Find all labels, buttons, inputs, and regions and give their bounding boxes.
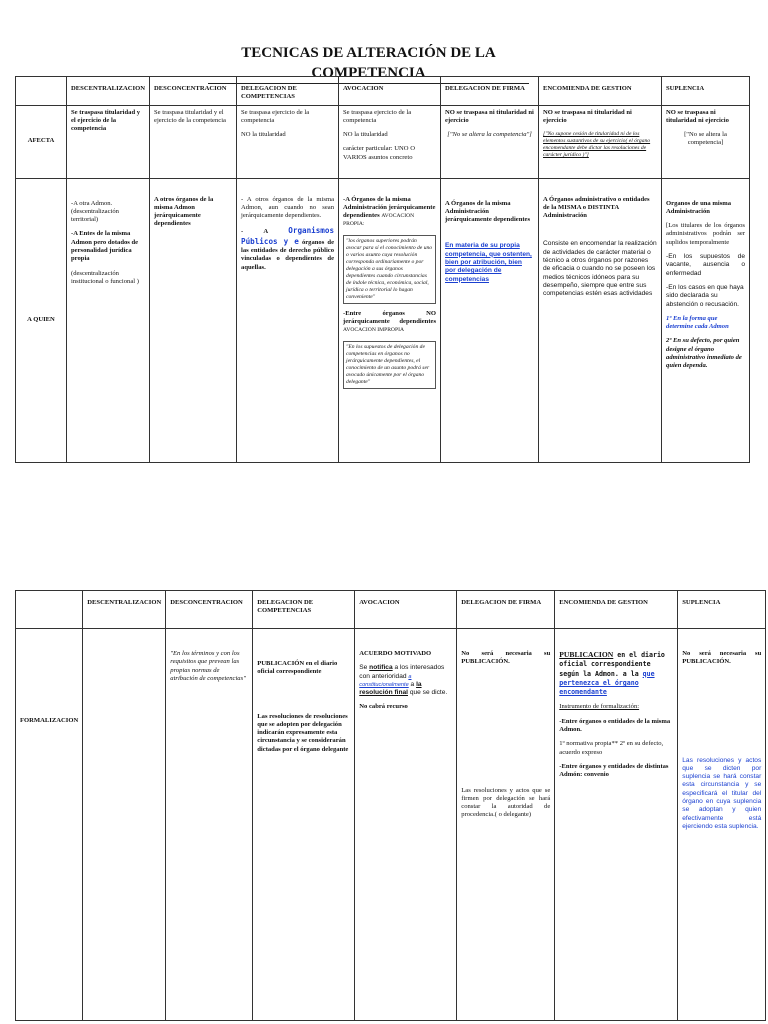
text [359,664,452,697]
text: ["No se altera la competencia] [684,131,727,147]
header-descentralizacion: DESCENTRALIZACION [83,591,166,629]
text: la resolución final [359,680,422,697]
header-suplencia: SUPLENCIA [678,591,766,629]
text: NO se traspasa ni titularidad ni ejercicio [666,108,729,124]
competence-table-part-1 [15,76,750,463]
cell-formalizacion-desconcentracion [166,629,253,1021]
text: NO la titularidad [241,131,286,139]
header-descentralizacion: DESCENTRALIZACION [67,77,150,106]
header-avocacion: AVOCACION [355,591,457,629]
cell-afecta-encomienda [539,105,662,178]
text: Se [359,664,370,672]
text: (descentralización institucional o funcional ) [71,269,139,285]
header-encomienda-gestion: ENCOMIENDA DE GESTION [555,591,678,629]
cell-aquien-suplencia [662,178,750,462]
text: - A otros órganos de la misma Admon, aun cuando no sean jerárquicamente dependientes. [241,195,335,220]
text: en el diario oficial correspondiente según la Admon. a la [559,651,665,678]
text: "los órganos superiores podrán avocar para sí el conocimiento de uno o varios asunto cuya resolución corresponda ordinariamente o por delegación a sus órganos dependientes cuando circunstancias de índole técnica, económica, social, jurídica o territorial lo hagan conveniente" [343,235,436,304]
text: -En los supuestos de vacante, ausencia o enfermedad [666,253,746,277]
text: -A Entes de la misma Admon pero dotados de personalidad jurídica propia [71,230,139,263]
header-suplencia: SUPLENCIA [662,77,750,106]
cell-formalizacion-delegacion [253,629,355,1021]
text: - A [241,228,289,236]
text: Consiste en encomendar la realización de actividades de carácter material o técnico a otros órganos por razones de eficacia o cuando no se poseen los medios técnicos idóneos para su desempeño, siempre que entre sus competencias estén esas actividades [543,240,657,298]
text: NO la titularidad [343,131,388,139]
header-delegacion-firma: DELEGACION DE FIRMA [457,591,555,629]
text: NO se traspasa ni titularidad ni ejercicio [543,108,632,124]
cell-aquien-avocacion [339,178,441,462]
cell-formalizacion-suplencia [678,629,766,1021]
text: Las resoluciones y actos que se dicten por suplencia se hará constar esta circunstancia y se especificará el titular del órgano en cuya suplencia se adoptan y quien efectivamente está ejerciendo esta suplencia. [682,756,762,830]
cell-afecta-delegacion [237,105,339,178]
page-title: TECNICAS DE ALTERACIÓN DE LA COMPETENCIA [208,43,529,84]
text: PUBLICACION [559,650,614,659]
text: Se traspasa titularidad y el ejercicio de la competencia [154,108,226,124]
cell-afecta-suplencia [662,105,750,178]
text: ["No supone cesión de titularidad ni de los elementos sustantivos de su ejercicio( el órgano encomendante debe dictar las resoluciones de carácter jurídico )"] [543,131,651,159]
header-corner [16,77,67,106]
header-desconcentracion: DESCONCENTRACION [166,591,253,629]
text: Organismos Públicos y e [241,226,335,246]
text: a constitucionalmente [359,673,412,688]
row-a-quien [16,178,750,462]
text: "En los supuestos de delegación de competencias en órganos no jerárquicamente dependientes, el conocimiento de un asunto podrá ser avocado únicamente por el órgano delegante" [343,341,436,389]
text: Se traspasa ejercicio de la competencia [343,108,412,124]
text: -En los casos en que haya sido declarada su abstención o recusación. [666,283,744,308]
text: órganos de las entidades de derecho público vinculadas o dependientes de aquellas. [241,238,335,271]
text: A Órganos administrativo o entidades de la MISMA o DISTINTA Administración [543,195,650,220]
header-row [16,77,750,106]
cell-formalizacion-descentralizacion [83,629,166,1021]
text [343,196,436,229]
text [241,226,334,271]
text: A Órganos de la misma Administración jerárquicamente dependientes [445,199,531,224]
header-delegacion-competencias: DELEGACION DE COMPETENCIAS [253,591,355,629]
cell-formalizacion-avocacion [355,629,457,1021]
row-afecta [16,105,750,178]
text: carácter particular: UNO O VARIOS asuntos concreto [343,145,415,161]
text: a los interesados con anterioridad [359,664,445,680]
text: ["No se altera la competencia"] [447,131,532,139]
text: que se dicte. [408,689,448,697]
text: Organos de una misma Administración [666,199,732,215]
text: Se traspasa ejercicio de la competencia [241,108,310,124]
header-desconcentracion: DESCONCENTRACION [150,77,237,106]
text: -Entre órganos NO jerárquicamente dependientes [343,309,437,326]
text: "En los términos y con los requisitos que prevean las propias normas de atribución de competencias" [170,650,246,682]
text: [Los titulares de los órganos administrativos podrán ser suplidos temporalmente [666,222,746,246]
text [343,310,436,335]
row-label-a-quien: A QUIEN [16,178,67,462]
cell-formalizacion-firma [457,629,555,1021]
text: a [408,680,417,688]
text: AVOCACION PROPIA: [343,213,415,228]
row-formalizacion [16,629,766,1021]
text: No será necesaria su PUBLICACIÓN. [461,650,551,666]
header-delegacion-competencias: DELEGACION DE COMPETENCIAS [237,77,339,106]
cell-aquien-firma [441,178,539,462]
text: No cabrá recurso [359,703,408,711]
text: Instrumento de formalización: [559,703,640,711]
text: PUBLICACIÓN en el diario oficial correspondiente [257,660,338,676]
cell-afecta-avocacion [339,105,441,178]
text: 1º normativa propia** 2º en su defecto, acuerdo expreso [559,740,664,756]
cell-afecta-descentralizacion [67,105,150,178]
header-delegacion-firma: DELEGACION DE FIRMA [441,77,539,106]
text: Las resoluciones de resoluciones que se adopten por delegación indicarán expresamente esta circunstancia y se considerarán dictadas por el órgano delegante [257,712,349,753]
text: -Entre órganos y entidades de distintas Admón: convenio [559,762,669,779]
cell-aquien-descentralizacion [67,178,150,462]
cell-afecta-firma [441,105,539,178]
text: -A otra Admon. (descentralización territorial) [71,199,119,224]
cell-formalizacion-encomienda [555,629,678,1021]
text: 1º En la forma que determine cada Admon [666,314,729,331]
text [559,650,673,697]
text: A otros órganos de la misma Admon jerárquicamente dependientes [154,195,214,228]
cell-aquien-desconcentracion [150,178,237,462]
competence-table-part-2 [15,590,766,1021]
text: Se traspasa titularidad y el ejercicio de la competencia [71,108,141,133]
row-label-afecta: AFECTA [16,105,67,178]
header-row [16,591,766,629]
cell-aquien-delegacion [237,178,339,462]
header-avocacion: AVOCACION [339,77,441,106]
cell-afecta-desconcentracion [150,105,237,178]
text: -Entre órganos o entidades de la misma Admon. [559,717,671,734]
text: -A Órganos de la misma Administración jerárquicamente dependientes [343,195,436,220]
text: NO se traspasa ni titularidad ni ejercicio [445,108,534,124]
text: No será necesaria su PUBLICACIÓN. [682,650,762,666]
text: notifica [369,664,393,672]
cell-aquien-encomienda [539,178,662,462]
text: En materia de su propia competencia, que ostenten, bien por atribución, bien por delegación de competencias [445,242,532,283]
row-label-formalizacion: FORMALIZACION [16,629,83,1021]
text: que pertenezca el órgano encomendante [559,669,655,697]
text: AVOCACION IMPROPIA [343,327,404,334]
text: 2º En su defecto, por quien designe el órgano administrativo inmediato de quien dependa. [666,337,742,370]
header-corner [16,591,83,629]
header-encomienda-gestion: ENCOMIENDA DE GESTION [539,77,662,106]
text: Las resoluciones y actos que se firmen por delegación se hará constar la autoridad de procedencia.( o delegante) [461,786,551,819]
text: ACUERDO MOTIVADO [359,650,432,657]
